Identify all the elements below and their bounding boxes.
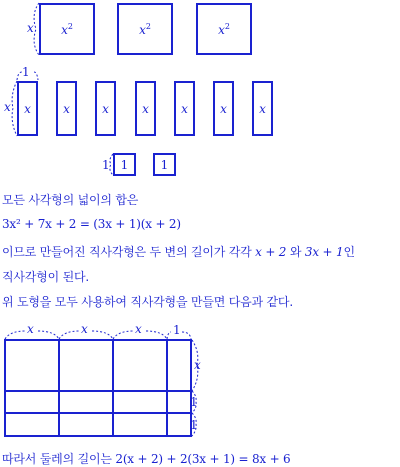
x-rect-label: x [220, 101, 227, 116]
perimeter-intro: 따라서 둘레의 길이는 [2, 452, 112, 466]
conjunction: 와 [289, 245, 302, 259]
suffix: 인 [343, 245, 355, 259]
grid-right-1-label-1: 1 [190, 395, 198, 409]
perimeter-text [2, 450, 290, 467]
rectangle-sides-intro: 이므로 만들어진 직사각형은 두 변의 길이가 각각 [2, 245, 252, 259]
grid-top-1-label: 1 [173, 323, 181, 337]
grid-right-x-label: x [194, 358, 201, 372]
arrangement-intro-text: 위 도형을 모두 사용하여 직사각형을 만들면 다음과 같다. [2, 295, 293, 309]
unit-side-label: 1 [102, 158, 110, 172]
x-squared-label: $x^2$ [218, 21, 230, 37]
x-squared-label: $x^2$ [61, 21, 73, 37]
x-rect-label: x [259, 101, 266, 116]
sum-of-areas-text: 모든 사각형의 넓이의 합은 [2, 193, 139, 207]
x-rect-top-label: 1 [22, 65, 30, 79]
factorization-equation: 3x² + 7x + 2 = (3x + 1)(x + 2) [2, 217, 181, 231]
x-rect-side-label: x [4, 100, 11, 114]
x-rect-label: x [142, 101, 149, 116]
side-length-2: 3x + 1 [304, 245, 344, 259]
x-squared-side-label: x [27, 21, 34, 35]
x-rect-label: x [63, 101, 70, 116]
x-rect-label: x [24, 101, 31, 116]
grid-right-1-label-2: 1 [190, 418, 198, 432]
x-rect-label: x [102, 101, 109, 116]
perimeter-equation: 2(x + 2) + 2(3x + 1) = 8x + 6 [115, 452, 291, 466]
grid-top-x-label-1: x [27, 322, 34, 336]
x-squared-label: $x^2$ [139, 21, 151, 37]
rectangle-result-text: 직사각형이 된다. [2, 270, 89, 284]
grid-top-x-label-2: x [81, 322, 88, 336]
unit-label: 1 [160, 157, 169, 172]
grid-top-x-label-3: x [135, 322, 142, 336]
x-rect-label: x [181, 101, 188, 116]
side-length-1: x + 2 [255, 245, 287, 259]
unit-label: 1 [120, 157, 129, 172]
